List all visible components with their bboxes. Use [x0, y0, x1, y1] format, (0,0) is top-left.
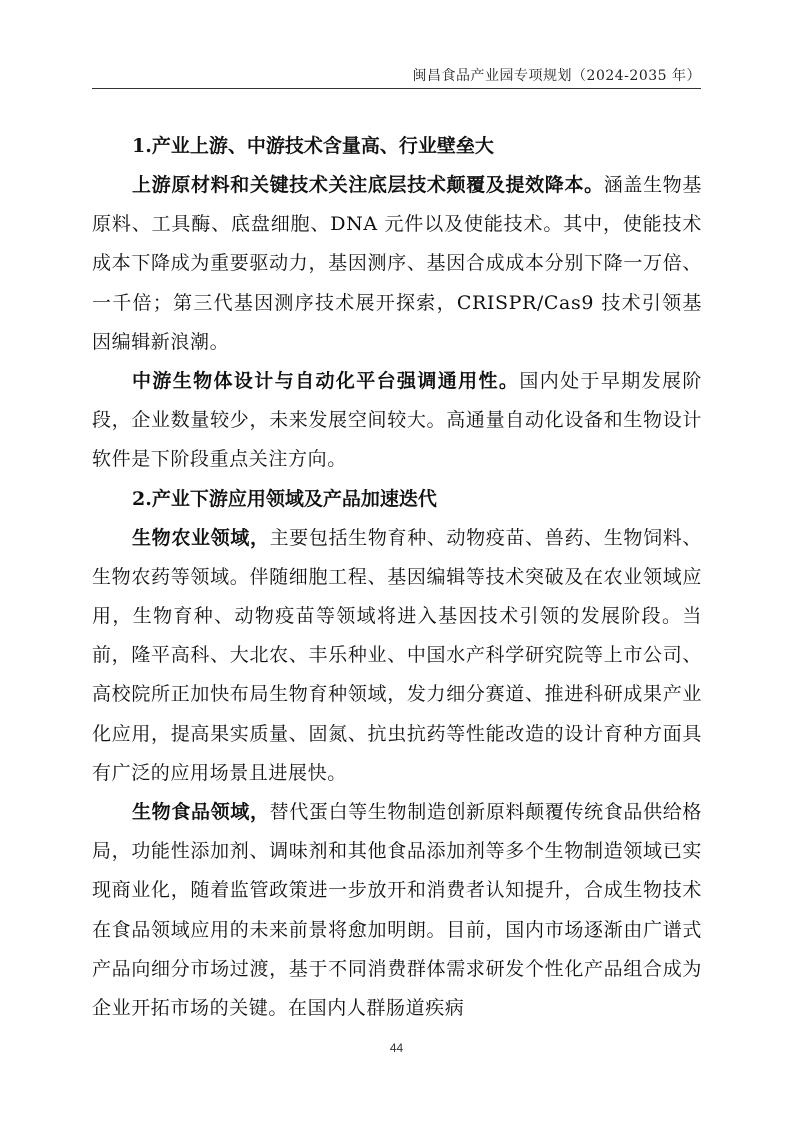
document-body [92, 127, 702, 1028]
paragraph-lead: 上游原材料和关键技术关注底层技术颠覆及提效降本。 [132, 174, 604, 196]
paragraph-text: 国内处于早期发展阶段，企业数量较少，未来发展空间较大。高通量自动化设备和生物设计软件是下阶段重点关注方向。 [92, 370, 702, 471]
paragraph-text: 替代蛋白等生物制造创新原料颠覆传统食品供给格局，功能性添加剂、调味剂和其他食品添加剂等多个生物制造领域已实现商业化，随着监管政策进一步放开和消费者认知提升，合成生物技术在食品领域应用的未来前景将愈加明朗。目前，国内市场逐渐由广谱式产品向细分市场过渡，基于不同消费群体需求研发个性化产品组合成为企业开拓市场的关键。在国内人群肠道疾病 [92, 801, 703, 1020]
paragraph-lead: 生物农业领域， [132, 526, 270, 549]
paragraph-lead: 生物食品领域， [132, 801, 270, 824]
paragraph-text: 主要包括生物育种、动物疫苗、兽药、生物饲料、生物农药等领域。伴随细胞工程、基因编辑等技术突破及在农业领域应用，生物育种、动物疫苗等领域将进入基因技术引领的发展阶段。当前，隆平高科、大北农、丰乐种业、中国水产科学研究院等上市公司、高校院所正加快布局生物育种领域，发力细分赛道、推进科研成果产业化应用，提高果实质量、固氮、抗虫抗药等性能改造的设计育种方面具有广泛的应用场景且进展快。 [92, 526, 703, 784]
header-title: 闽昌食品产业园专项规划（2024-2035 年） [412, 68, 701, 84]
paragraph-midstream [92, 362, 702, 480]
section-heading-1: 1.产业上游、中游技术含量高、行业壁垒大 [132, 135, 494, 157]
paragraph-bio-agriculture [92, 519, 702, 793]
paragraph-lead: 中游生物体设计与自动化平台强调通用性。 [132, 370, 520, 393]
page-header [92, 66, 701, 89]
paragraph-upstream [92, 166, 702, 362]
section-heading-2: 2.产业下游应用领域及产品加速迭代 [132, 487, 437, 510]
page-number: 44 [389, 1041, 404, 1055]
paragraph-bio-food [92, 793, 702, 1028]
paragraph-text: 涵盖生物基原料、工具酶、底盘细胞、DNA 元件以及使能技术。其中，使能技术成本下降成为重要驱动力，基因测序、基因合成成本分别下降一万倍、一千倍；第三代基因测序技术展开探索，CRISPR/Cas9 技术引领基因编辑新浪潮。 [92, 174, 702, 353]
